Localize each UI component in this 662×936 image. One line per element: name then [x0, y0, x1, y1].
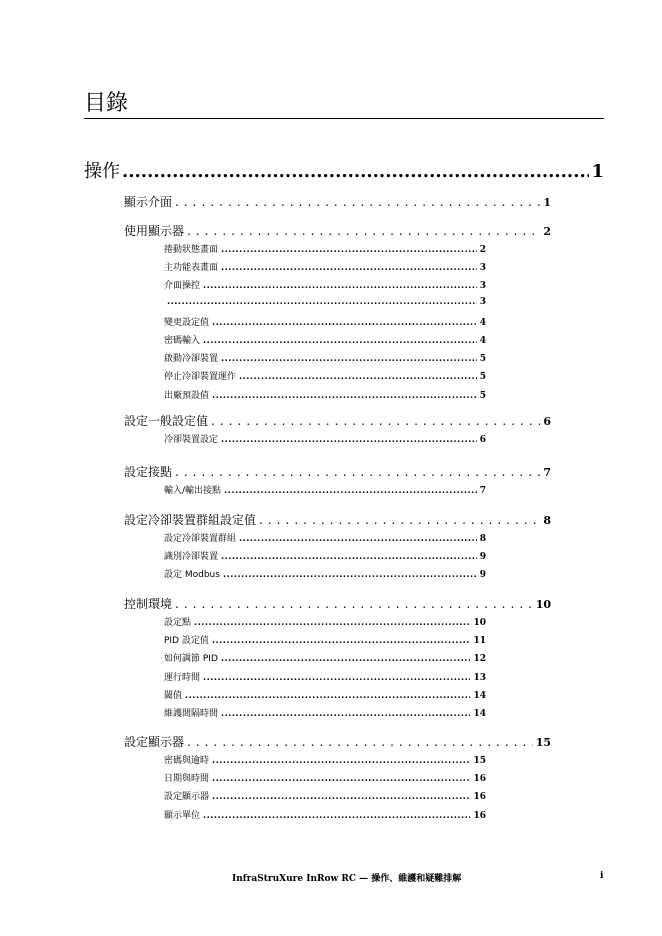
dot-leader — [221, 552, 477, 562]
toc-subsection-entry-label: 介面操控 — [164, 281, 201, 291]
dot-leader — [239, 372, 477, 382]
toc-section-entry[interactable] — [124, 595, 551, 612]
toc-section-entry-label: 設定顯示器 — [124, 735, 185, 749]
toc-subsection-entry-page-number: 16 — [473, 792, 486, 802]
toc-section-entry-label: 使用顯示器 — [124, 224, 185, 238]
dot-leader — [175, 195, 540, 209]
toc-subsection-entry-page-number: 4 — [479, 318, 486, 328]
toc-subsection-entry-page-number: 3 — [479, 263, 486, 273]
toc-subsection-entry[interactable] — [164, 633, 486, 646]
dot-leader — [221, 263, 477, 273]
dot-leader — [175, 465, 540, 479]
dot-leader — [221, 245, 477, 255]
toc-subsection-entry[interactable] — [164, 278, 486, 291]
toc-section-entry[interactable] — [124, 511, 551, 528]
toc-section-entry-page-number: 8 — [543, 514, 551, 527]
toc-subsection-entry-label: 出廠預設值 — [164, 391, 210, 401]
footer-text: InfraStruXure InRow RC — 操作、維護和疑難排解 — [232, 874, 462, 884]
toc-subsection-entry-label: 變更設定值 — [164, 318, 210, 328]
toc-chapter-entry-page-number: 1 — [591, 161, 604, 182]
toc-subsection-entry[interactable] — [164, 242, 486, 255]
toc-subsection-entry[interactable] — [164, 351, 486, 364]
toc-subsection-entry-page-number: 9 — [479, 570, 486, 580]
dot-leader — [212, 318, 477, 328]
toc-section-entry[interactable] — [124, 222, 551, 239]
toc-subsection-entry[interactable] — [164, 297, 486, 307]
toc-subsection-entry-label: 運行時間 — [164, 673, 201, 683]
dot-leader — [187, 224, 540, 238]
toc-section-entry-label: 設定冷卻裝置群組設定值 — [124, 513, 257, 527]
dot-leader — [212, 756, 470, 766]
toc-section-entry-page-number: 2 — [543, 225, 551, 238]
toc-subsection-entry[interactable] — [164, 615, 486, 628]
toc-section-entry[interactable] — [124, 193, 551, 210]
toc-chapter-entry-label: 操作 — [84, 161, 120, 182]
toc-subsection-entry-page-number: 5 — [479, 372, 486, 382]
toc-subsection-entry-page-number: 15 — [473, 756, 486, 766]
toc-subsection-entry[interactable] — [164, 549, 486, 562]
toc-subsection-entry-page-number: 14 — [473, 691, 486, 701]
toc-subsection-entry-label: 冷卻裝置設定 — [164, 435, 219, 445]
toc-subsection-entry-page-number: 12 — [473, 654, 486, 664]
dot-leader — [221, 354, 477, 364]
toc-section-entry-label: 設定接點 — [124, 465, 173, 479]
toc-subsection-entry[interactable] — [164, 706, 486, 719]
dot-leader — [212, 391, 477, 401]
toc-subsection-entry-label: PID 設定值 — [164, 636, 209, 646]
dot-leader — [212, 636, 471, 646]
toc-subsection-entry-page-number: 6 — [479, 435, 486, 445]
toc-section-entry-label: 設定一般設定值 — [124, 414, 209, 428]
toc-subsection-entry[interactable] — [164, 531, 486, 544]
toc-section-entry[interactable] — [124, 463, 551, 480]
toc-subsection-entry[interactable] — [164, 670, 486, 683]
toc-subsection-entry-label: 閾值 — [164, 691, 183, 701]
toc-heading: 目錄 — [84, 91, 129, 116]
toc-subsection-entry[interactable] — [164, 483, 486, 496]
toc-chapter-entry[interactable] — [84, 157, 604, 183]
toc-subsection-entry-label: 如何調節 PID — [164, 654, 218, 664]
toc-subsection-entry-page-number: 5 — [479, 354, 486, 364]
toc-subsection-entry[interactable] — [164, 315, 486, 328]
toc-subsection-entry-page-number: 13 — [473, 673, 486, 683]
dot-leader — [175, 597, 533, 611]
dot-leader — [194, 618, 470, 628]
toc-subsection-entry-label: 設定點 — [164, 618, 192, 628]
toc-subsection-entry-label: 主功能表畫面 — [164, 263, 219, 273]
dot-leader — [187, 735, 533, 749]
dot-leader — [212, 792, 470, 802]
toc-subsection-entry[interactable] — [164, 260, 486, 273]
toc-subsection-entry[interactable] — [164, 388, 486, 401]
dot-leader — [223, 570, 477, 580]
toc-subsection-entry[interactable] — [164, 789, 486, 802]
toc-subsection-entry-label: 設定 Modbus — [164, 570, 220, 580]
dot-leader — [203, 336, 477, 346]
toc-subsection-entry[interactable] — [164, 771, 486, 784]
toc-section-entry-label: 顯示介面 — [124, 195, 173, 209]
toc-section-entry-page-number: 10 — [535, 598, 551, 611]
toc-subsection-entry-label: 設定冷卻裝置群組 — [164, 534, 237, 544]
toc-subsection-entry-label: 設定顯示器 — [164, 792, 210, 802]
toc-subsection-entry-label: 維護間隔時間 — [164, 709, 219, 719]
toc-subsection-entry-page-number: 2 — [479, 245, 486, 255]
dot-leader — [167, 297, 477, 307]
toc-subsection-entry-page-number: 7 — [479, 486, 486, 496]
dot-leader — [221, 435, 477, 445]
toc-subsection-entry-label: 識別冷卻裝置 — [164, 552, 219, 562]
dot-leader — [203, 673, 470, 683]
dot-leader — [221, 654, 471, 664]
toc-subsection-entry-label: 密碼與逾時 — [164, 756, 210, 766]
toc-section-entry-page-number: 1 — [543, 196, 551, 209]
heading-rule — [84, 118, 604, 119]
toc-subsection-entry-page-number: 8 — [479, 534, 486, 544]
toc-subsection-entry-page-number: 3 — [479, 281, 486, 291]
toc-subsection-entry-page-number: 9 — [479, 552, 486, 562]
toc-subsection-entry[interactable] — [164, 432, 486, 445]
dot-leader — [239, 534, 477, 544]
toc-section-entry-page-number: 15 — [535, 736, 551, 749]
toc-subsection-entry-page-number: 4 — [479, 336, 486, 346]
dot-leader — [185, 691, 470, 701]
toc-section-entry-page-number: 7 — [543, 466, 551, 479]
toc-subsection-entry-label: 停止冷卻裝置運作 — [164, 372, 237, 382]
toc-section-entry[interactable] — [124, 733, 551, 750]
dot-leader — [203, 811, 470, 821]
toc-section-entry[interactable] — [124, 412, 551, 429]
toc-subsection-entry-label: 輸入/輸出接點 — [164, 486, 222, 496]
dot-leader — [221, 709, 470, 719]
toc-section-entry-page-number: 6 — [543, 415, 551, 428]
toc-section-entry-label: 控制環境 — [124, 597, 173, 611]
dot-leader — [224, 486, 477, 496]
toc-subsection-entry[interactable] — [164, 651, 486, 664]
toc-subsection-entry-label: 密碼輸入 — [164, 336, 201, 346]
dot-leader — [212, 774, 470, 784]
toc-subsection-entry[interactable] — [164, 333, 486, 346]
toc-subsection-entry-label: 啟動冷卻裝置 — [164, 354, 219, 364]
toc-subsection-entry-label: 捲動狀態畫面 — [164, 245, 219, 255]
toc-subsection-entry[interactable] — [164, 567, 486, 580]
toc-subsection-entry-page-number: 3 — [479, 297, 486, 307]
toc-subsection-entry-page-number: 16 — [473, 774, 486, 784]
toc-subsection-entry-page-number: 11 — [473, 636, 486, 646]
dot-leader — [259, 513, 540, 527]
toc-subsection-entry[interactable] — [164, 688, 486, 701]
footer-page-number: i — [600, 871, 604, 881]
toc-subsection-entry-label: 日期與時間 — [164, 774, 210, 784]
toc-subsection-entry-page-number: 10 — [473, 618, 486, 628]
toc-subsection-entry-page-number: 14 — [473, 709, 486, 719]
toc-subsection-entry[interactable] — [164, 808, 486, 821]
dot-leader — [203, 281, 477, 291]
toc-subsection-entry-label: 顯示單位 — [164, 811, 201, 821]
dot-leader — [211, 414, 540, 428]
toc-subsection-entry-page-number: 16 — [473, 811, 486, 821]
dot-leader — [122, 161, 589, 182]
toc-subsection-entry[interactable] — [164, 753, 486, 766]
toc-subsection-entry[interactable] — [164, 369, 486, 382]
toc-subsection-entry-page-number: 5 — [479, 391, 486, 401]
